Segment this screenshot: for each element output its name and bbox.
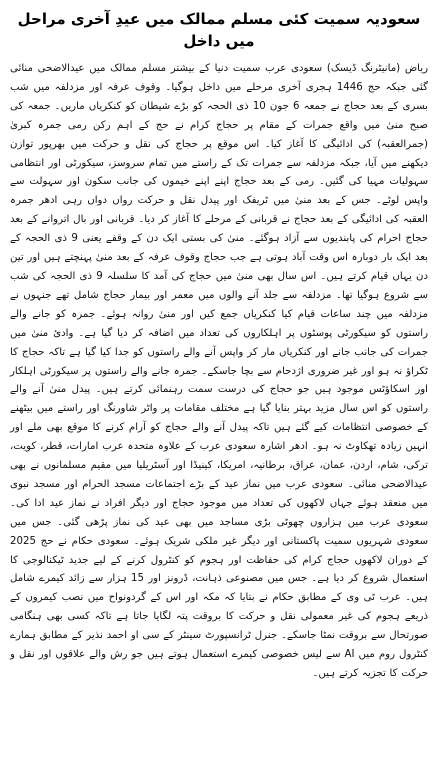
article-headline: سعودیہ سمیت کئی مسلم ممالک میں عیدِ آخری مراحل میں داخل [17,10,421,50]
article-body: ریاض (مانیٹرنگ ڈیسک) سعودی عرب سمیت دنیا کے بیشتر مسلم ممالک میں عیدالاضحی منائی گئی جبکہ حج 1446 ہجری آخری مرحلے میں داخل ہوگیا۔ وقوف عرفہ اور مزدلفہ میں شب بسری کے بعد حجاج نے جمعہ 6 جون 10 ذی الحجہ کو بڑے شیطان کو کنکریاں ماریں۔ جمعہ کی صبح منیٰ میں واقع جمرات کے مقام پر حجاج کرام نے حج کے اہم رکن رمی جمرہ کبریٰ (جمرالعقبہ) کی ادائیگی کا آغاز کیا۔ اس موقع پر حجاج کی نقل و حرکت میں بھرپور توازن دیکھنے میں آیا، جبکہ مزدلفہ سے جمرات تک کے راستے میں تمام سروسز، سیکورٹی اور انتظامی سہولیات مہیا کی گئیں۔ رمی کے بعد حجاج اپنے اپنے خیموں کی جانب سکون اور سہولت سے واپس لوٹے۔ جس کے بعد منیٰ میں ٹریفک اور پیدل نقل و حرکت رواں دواں رہی ادھر جمرہ العقبہ کی ادائیگی کے بعد حجاج نے قربانی کے مرحلے کا آغاز کر دیا۔ قربانی اور بال اتروانے کے بعد حجاج احرام کی پابندیوں سے آزاد ہوگئے۔ منیٰ کی بستی ایک دن کے وقفے یعنی 9 ذی الحجہ کے بعد ایک بار دوبارہ اس وقت آباد ہوتی ہے جب حجاج وقوف عرفہ کے بعد منیٰ پہنچتے ہیں اور تین دن یہاں قیام کرتے ہیں۔ اس سال بھی منیٰ میں حجاج کی آمد کا سلسلہ 9 ذی الحجہ کی شب سے شروع ہوگیا تھا۔ مزدلفہ سے جلد آنے والوں میں معمر اور بیمار حجاج شامل تھے جنہوں نے مزدلفہ میں چند ساعات قیام کیا کنکریاں جمع کیں اور منیٰ روانہ ہوئے۔ جمرہ کو جانے والے راستوں کو سیکورٹی پوسٹوں پر اہلکاروں کی تعداد میں اضافہ کر دیا گیا ہے۔ وادیٔ منیٰ میں جمرات کی جانب جانے اور کنکریاں مار کر واپس آنے والے راستوں کو جدا کیا گیا ہے تاکہ حجاج کا ٹکراؤ نہ ہو اور غیر ضروری اژدحام سے بچا جاسکے۔ جمرہ جانے والے راستوں پر سیکورٹی اہلکار اور اسکاؤٹس موجود ہیں جو حجاج کی درست سمت رہنمائی کرتے ہیں۔ پیدل منیٰ آنے والے راستوں کو اس سال مزید بہتر بنایا گیا ہے مختلف مقامات پر واٹر شاورنگ اور راستے میں بیٹھنے کے خصوصی انتظامات کیے گئے ہیں تاکہ پیدل آنے والے حجاج کو آرام کرنے کا موقع بھی ملے اور انہیں زیادہ تھکاوٹ نہ ہو۔ ادھر اشارہ سعودی عرب کے علاوہ متحدہ عرب امارات، قطر، کویت، ترکی، شام، اردن، عمان، عراق، برطانیہ، امریکا، کینیڈا اور آسٹریلیا میں مقیم مسلمانوں نے بھی عیدالاضحی منائی۔ سعودی عرب میں نماز عید کے بڑے اجتماعات مسجد الحرام اور مسجد نبوی میں منعقد ہوئے جہاں لاکھوں کی تعداد میں موجود حجاج اور دیگر افراد نے نماز عید ادا کی۔ سعودی عرب میں ہزاروں چھوٹی بڑی مساجد میں بھی عید کی نماز پڑھی گئی۔ جس میں سعودی شہریوں سمیت پاکستانی اور دیگر غیر ملکی شریک ہوئے۔ سعودی حکام نے حج 2025 کے دوران لاکھوں حجاج کرام کی حفاظت اور ہجوم کو کنٹرول کرنے کے لیے جدید ٹیکنالوجی کا استعمال شروع کر دیا ہے۔ جس میں مصنوعی ذہانت، ڈرونز اور 15 ہزار سے زائد کیمرے شامل ہیں۔ عرب ٹی وی کے مطابق حکام نے بتایا کہ مکہ اور اس کے گردونواح میں نصب کیمروں کے ذریعے ہجوم کی غیر معمولی نقل و حرکت کا بروقت پتہ لگایا جاتا ہے تاکہ کسی بھی ہنگامی صورتحال سے بروقت نمٹا جاسکے۔ جنرل ٹرانسپورٹ سینٹر کے سی او احمد نذیر کے مطابق ہمارے کنٹرول روم میں AI سے لیس خصوصی کیمرے استعمال ہوتے ہیں جو رش والے علاقوں اور نقل و حرکت کا تجزیہ کرتے ہیں۔ [10,63,429,679]
